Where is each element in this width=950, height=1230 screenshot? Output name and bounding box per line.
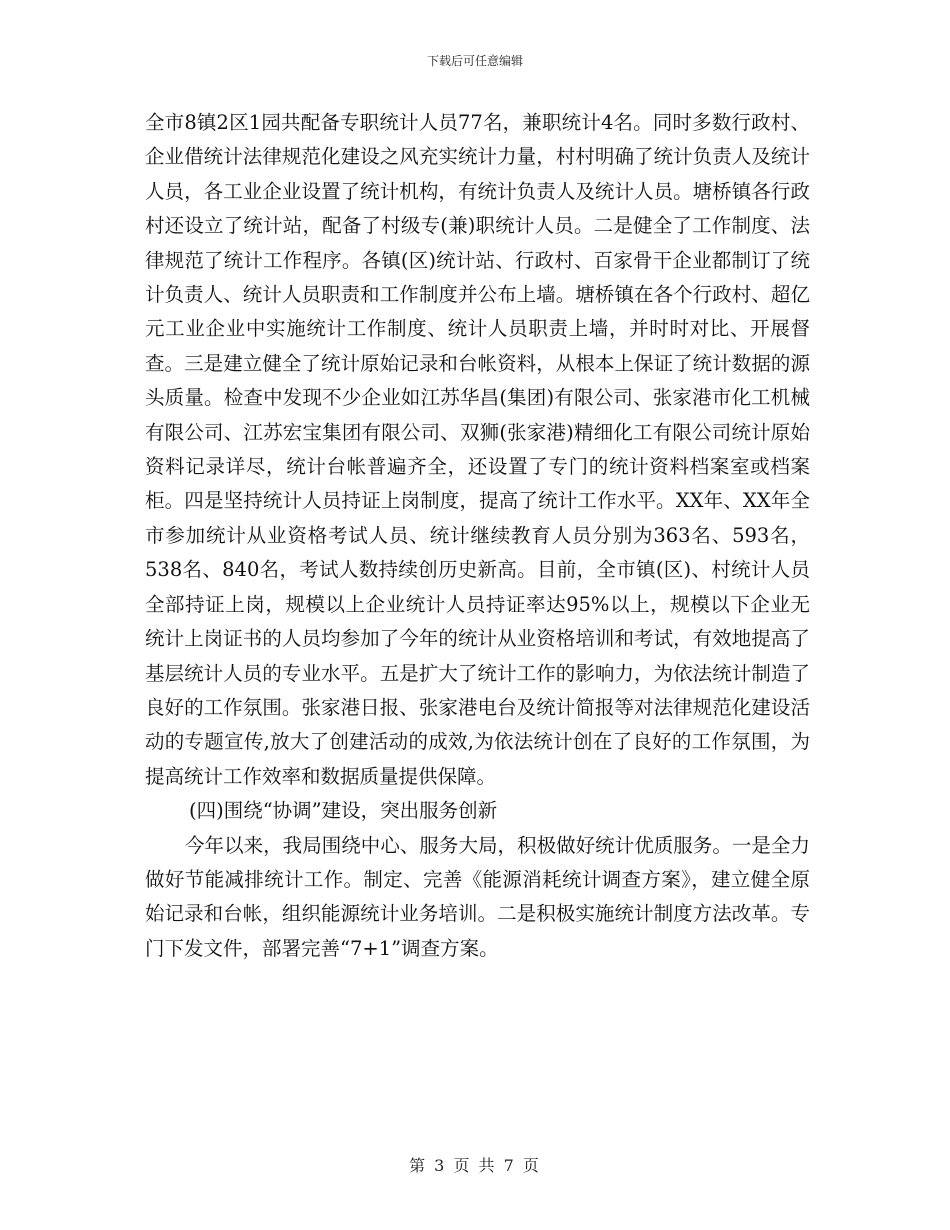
document-body [145,106,810,966]
body-paragraph: 全市8镇2区1园共配备专职统计人员77名，兼职统计4名。同时多数行政村、企业借统计法律规范化建设之风充实统计力量，村村明确了统计负责人及统计人员，各工业企业设置了统计机构，有统计负责人及统计人员。塘桥镇各行政村还设立了统计站，配备了村级专(兼)职统计人员。二是健全了工作制度、法律规范了统计工作程序。各镇(区)统计站、行政村、百家骨干企业都制订了统计负责人、统计人员职责和工作制度并公布上墙。塘桥镇在各个行政村、超亿元工业企业中实施统计工作制度、统计人员职责上墙，并时时对比、开展督查。三是建立健全了统计原始记录和台帐资料，从根本上保证了统计数据的源头质量。检查中发现不少企业如江苏华昌(集团)有限公司、张家港市化工机械有限公司、江苏宏宝集团有限公司、双狮(张家港)精细化工有限公司统计原始资料记录详尽，统计台帐普遍齐全，还设置了专门的统计资料档案室或档案柜。四是坚持统计人员持证上岗制度，提高了统计工作水平。XX年、XX年全市参加统计从业资格考试人员、统计继续教育人员分别为363名、593名，538名、840名，考试人数持续创历史新高。目前，全市镇(区)、村统计人员全部持证上岗，规模以上企业统计人员持证率达95%以上，规模以下企业无统计上岗证书的人员均参加了今年的统计从业资格培训和考试，有效地提高了基层统计人员的专业水平。五是扩大了统计工作的影响力，为依法统计制造了良好的工作氛围。张家港日报、张家港电台及统计简报等对法律规范化建设活动的专题宣传,放大了创建活动的成效,为依法统计创在了良好的工作氛围，为提高统计工作效率和数据质量提供保障。 [145,111,810,788]
page-header: 下载后可任意编辑 [426,54,523,68]
page-number-footer: 第 3 页 共 7 页 [409,1156,541,1175]
body-paragraph: 今年以来，我局围绕中心、服务大局，积极做好统计优质服务。一是全力做好节能减排统计工作。制定、完善《能源消耗统计调查方案》，建立健全原始记录和台帐，组织能源统计业务培训。二是积极实施统计制度方法改革。专门下发文件，部署完善“7+1”调查方案。 [145,833,810,960]
section-heading: (四)围绕“协调”建设，突出服务创新 [189,799,498,823]
